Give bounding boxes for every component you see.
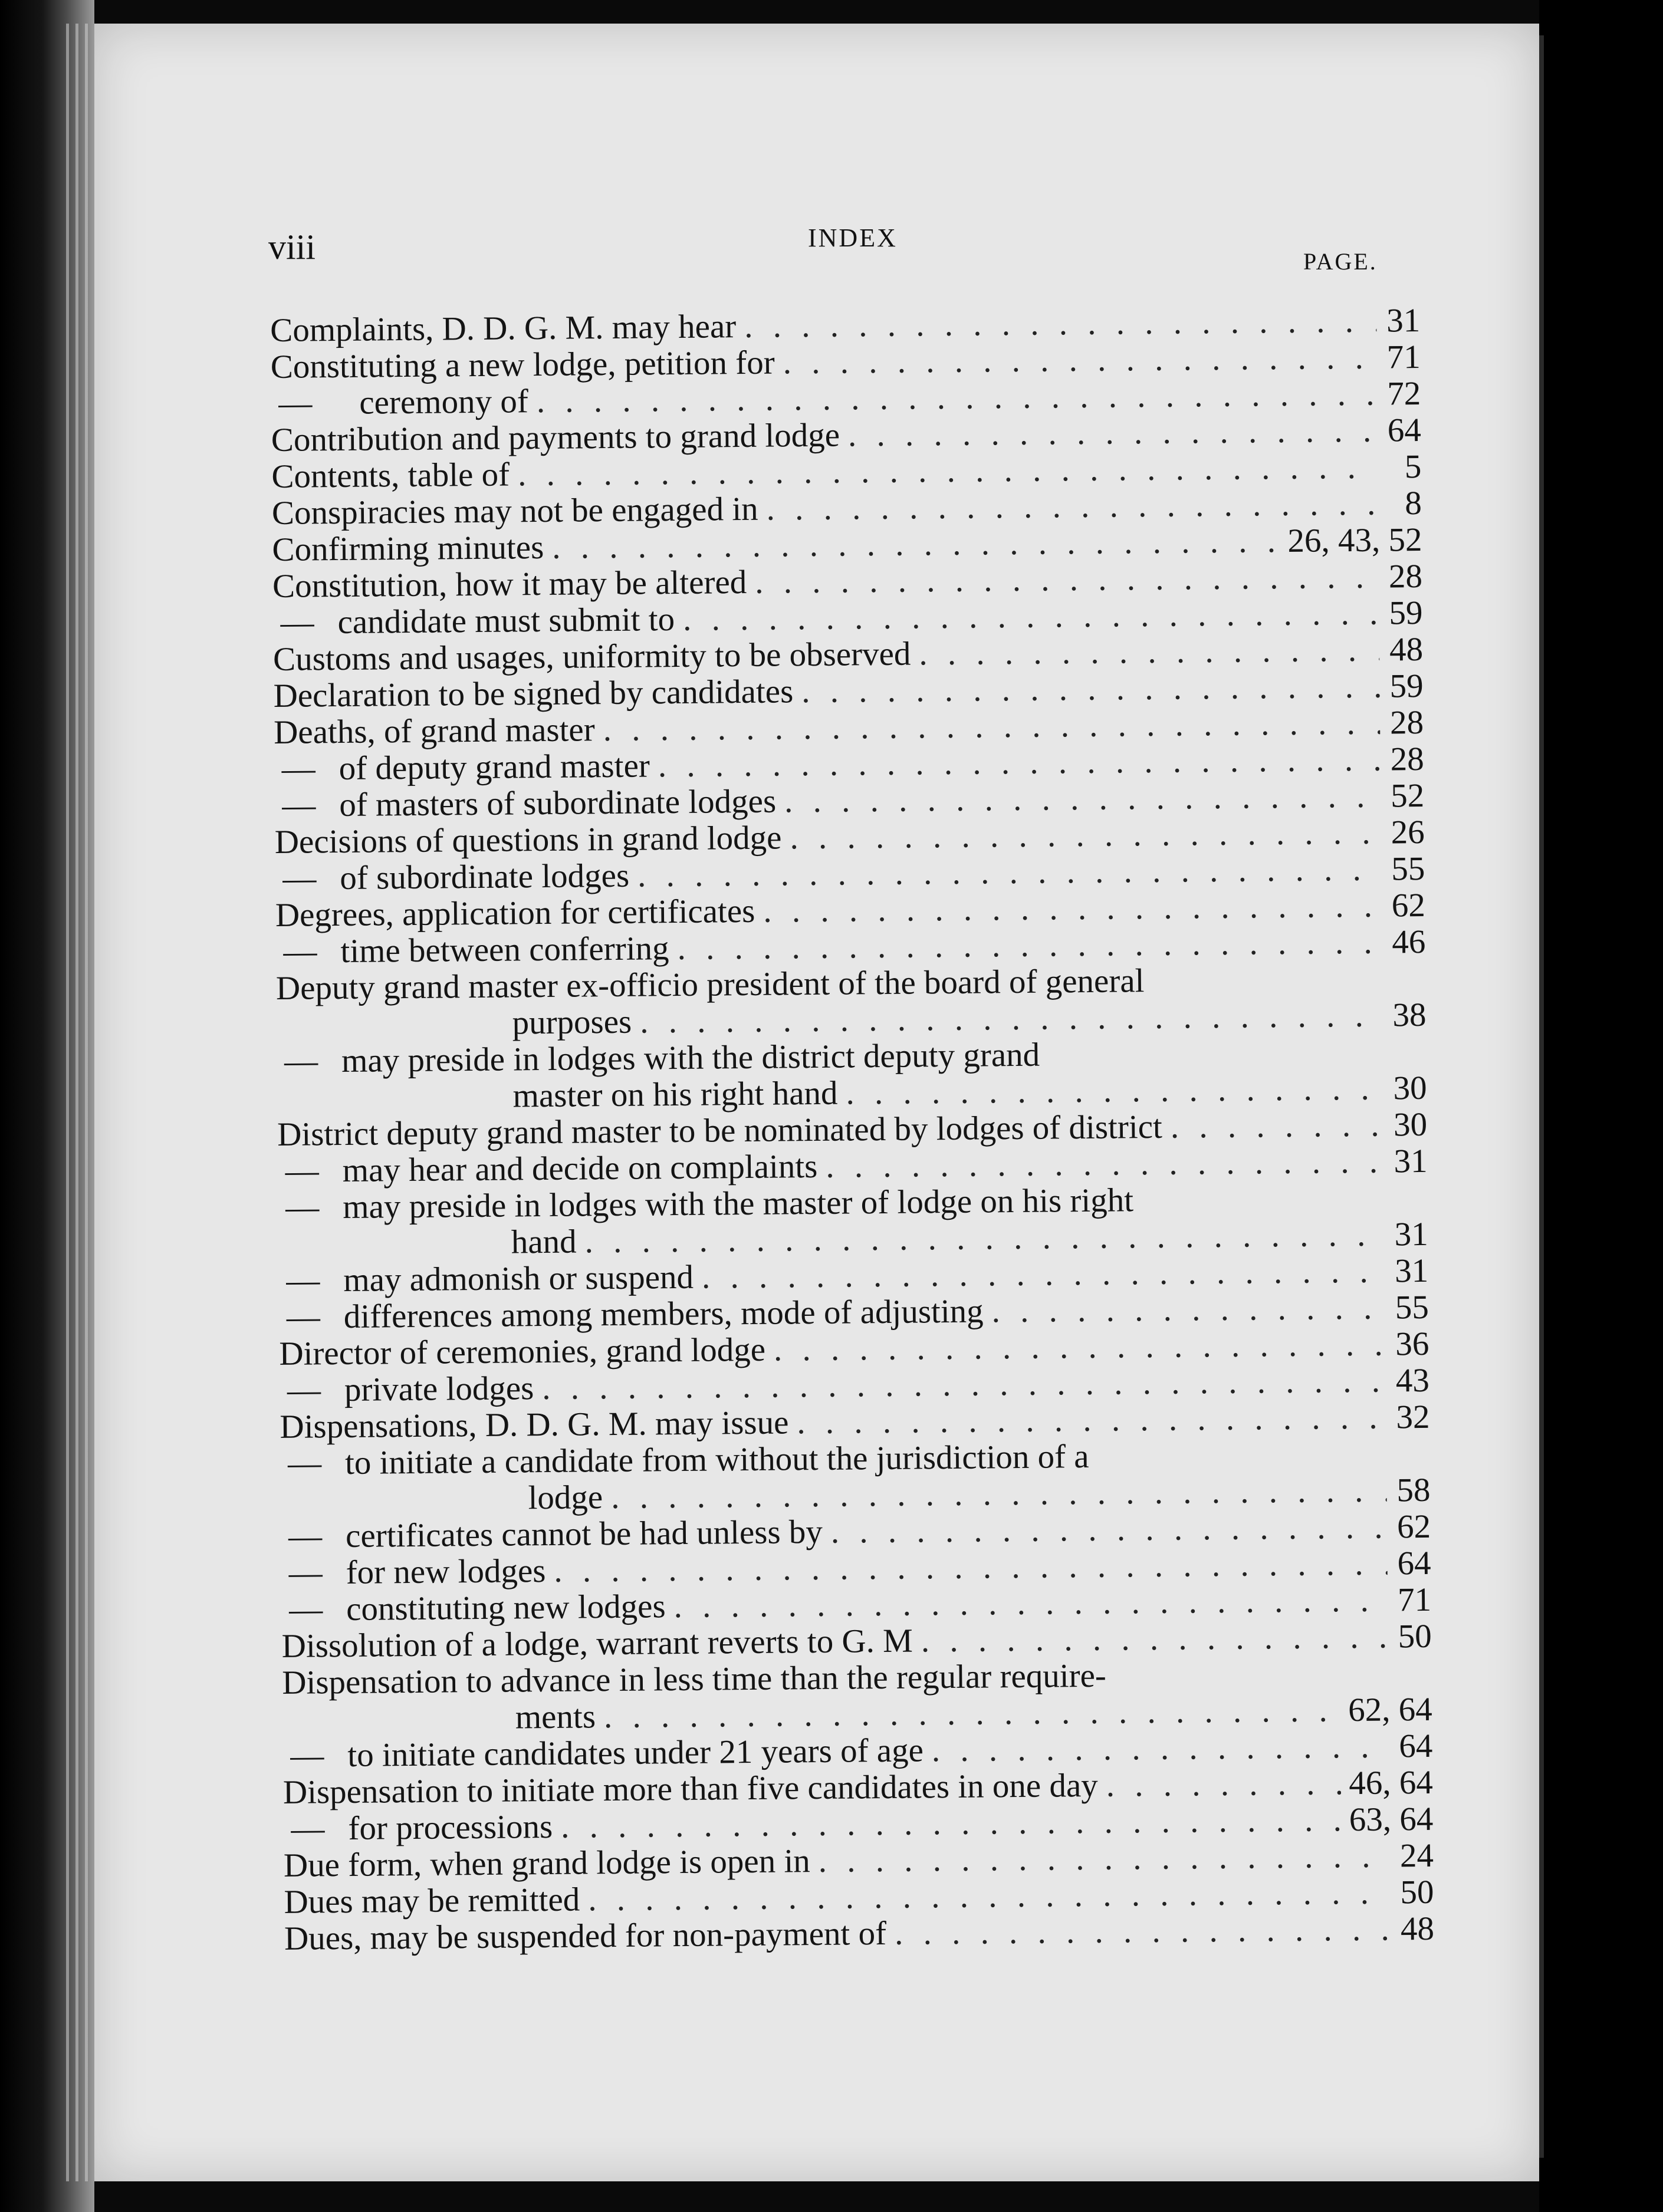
index-subentry: — time between conferring . . . 46 bbox=[275, 924, 1425, 970]
index-entry: Dispensations, D. D. G. M. may issue . . . 32 bbox=[280, 1399, 1429, 1446]
index-subentry: — may preside in lodges with the district deputy grand bbox=[284, 1036, 1040, 1080]
page-edge-strip bbox=[85, 24, 88, 2181]
folio-number: viii bbox=[268, 228, 316, 266]
index-entry-continuation: purposes . . . 38 bbox=[276, 997, 1426, 1044]
index-entry: Dispensation to initiate more than five candidates in one day . . . 46, 64 bbox=[283, 1765, 1433, 1811]
page-edge-strip bbox=[75, 24, 78, 2181]
index-subentry: — constituting new lodges . . . 71 bbox=[281, 1582, 1431, 1628]
index-subentry: — for new lodges . . . 64 bbox=[281, 1545, 1431, 1592]
index-subentry: — of subordinate lodges . . . 55 bbox=[275, 851, 1425, 897]
book-edge-left bbox=[0, 0, 94, 2212]
index-entry: Constitution, how it may be altered . . . 28 bbox=[272, 558, 1422, 605]
index-entry: Dues may be remitted . . . 50 bbox=[284, 1874, 1434, 1921]
index-entry: Declaration to be signed by candidates . . . 59 bbox=[273, 668, 1423, 715]
index-entry-continuation: master on his right hand . . . 30 bbox=[277, 1070, 1427, 1117]
index-entry: Dues, may be suspended for non-payment of . . . 48 bbox=[284, 1911, 1434, 1957]
index-entry: Complaints, D. D. G. M. may hear . . . 31 bbox=[270, 302, 1420, 349]
index-entry: Confirming minutes . . . 26, 43, 52 bbox=[272, 522, 1422, 568]
index-subentry: — differences among members, mode of adjusting . . . 55 bbox=[279, 1289, 1429, 1336]
index-entry: Constituting a new lodge, petition for . . . 71 bbox=[271, 339, 1421, 386]
running-head: INDEX bbox=[808, 223, 898, 252]
book-edge-right bbox=[1539, 0, 1663, 2212]
page-edge-strip bbox=[66, 24, 69, 2181]
index-subentry: — to initiate a candidate from without the jurisdiction of a bbox=[287, 1437, 1089, 1482]
index-entry: Dissolution of a lodge, warrant reverts to G. M . . . 50 bbox=[281, 1618, 1431, 1665]
index-entry: Contents, table of . . . 5 bbox=[271, 449, 1421, 495]
index-subentry: — of deputy grand master . . . 28 bbox=[274, 741, 1424, 788]
index-subentry: — may preside in lodges with the master of lodge on his right bbox=[285, 1181, 1134, 1226]
index-entries bbox=[270, 302, 1434, 1957]
index-subentry: — of masters of subordinate lodges . . . 52 bbox=[274, 778, 1424, 824]
index-subentry: — may admonish or suspend . . . 31 bbox=[278, 1253, 1428, 1299]
index-subentry: — to initiate candidates under 21 years of age . . . 64 bbox=[282, 1728, 1432, 1775]
index-entry: Degrees, application for certificates . . . 62 bbox=[275, 887, 1425, 934]
index-entry: Dispensation to advance in less time than the regular require- bbox=[282, 1657, 1107, 1701]
index-entry: Deaths, of grand master . . . 28 bbox=[274, 705, 1424, 751]
page-gutter-line bbox=[1539, 35, 1544, 2158]
index-entry: Contribution and payments to grand lodge . . . 64 bbox=[271, 412, 1421, 459]
index-subentry: — for processions . . . 63, 64 bbox=[283, 1801, 1433, 1848]
index-entry: Customs and usages, uniformity to be observed . . . 48 bbox=[273, 631, 1423, 678]
index-entry: Decisions of questions in grand lodge . . . 26 bbox=[275, 814, 1425, 861]
index-entry: District deputy grand master to be nominated by lodges of district . . . 30 bbox=[277, 1107, 1427, 1153]
index-entry-continuation: hand . . . 31 bbox=[278, 1216, 1428, 1263]
index-entry: Director of ceremonies, grand lodge . . . 36 bbox=[279, 1326, 1429, 1372]
index-subentry: — candidate must submit to . . . 59 bbox=[272, 595, 1422, 641]
index-entry-continuation: ments . . . 62, 64 bbox=[282, 1691, 1432, 1738]
page-column-label: PAGE. bbox=[1303, 248, 1378, 275]
index-subentry: — may hear and decide on complaints . . . 31 bbox=[277, 1143, 1427, 1190]
index-entry: Conspiracies may not be engaged in . . . 8 bbox=[272, 485, 1422, 532]
index-subentry: — certificates cannot be had unless by . . . 62 bbox=[281, 1509, 1431, 1555]
index-entry: Due form, when grand lodge is open in . . . 24 bbox=[284, 1838, 1434, 1884]
index-subentry: — private lodges . . . 43 bbox=[280, 1362, 1429, 1409]
index-subentry: — ceremony of . . . 72 bbox=[271, 376, 1421, 422]
index-entry: Deputy grand master ex-officio president of the board of general bbox=[275, 962, 1145, 1007]
index-entry-continuation: lodge . . . 58 bbox=[280, 1472, 1430, 1519]
